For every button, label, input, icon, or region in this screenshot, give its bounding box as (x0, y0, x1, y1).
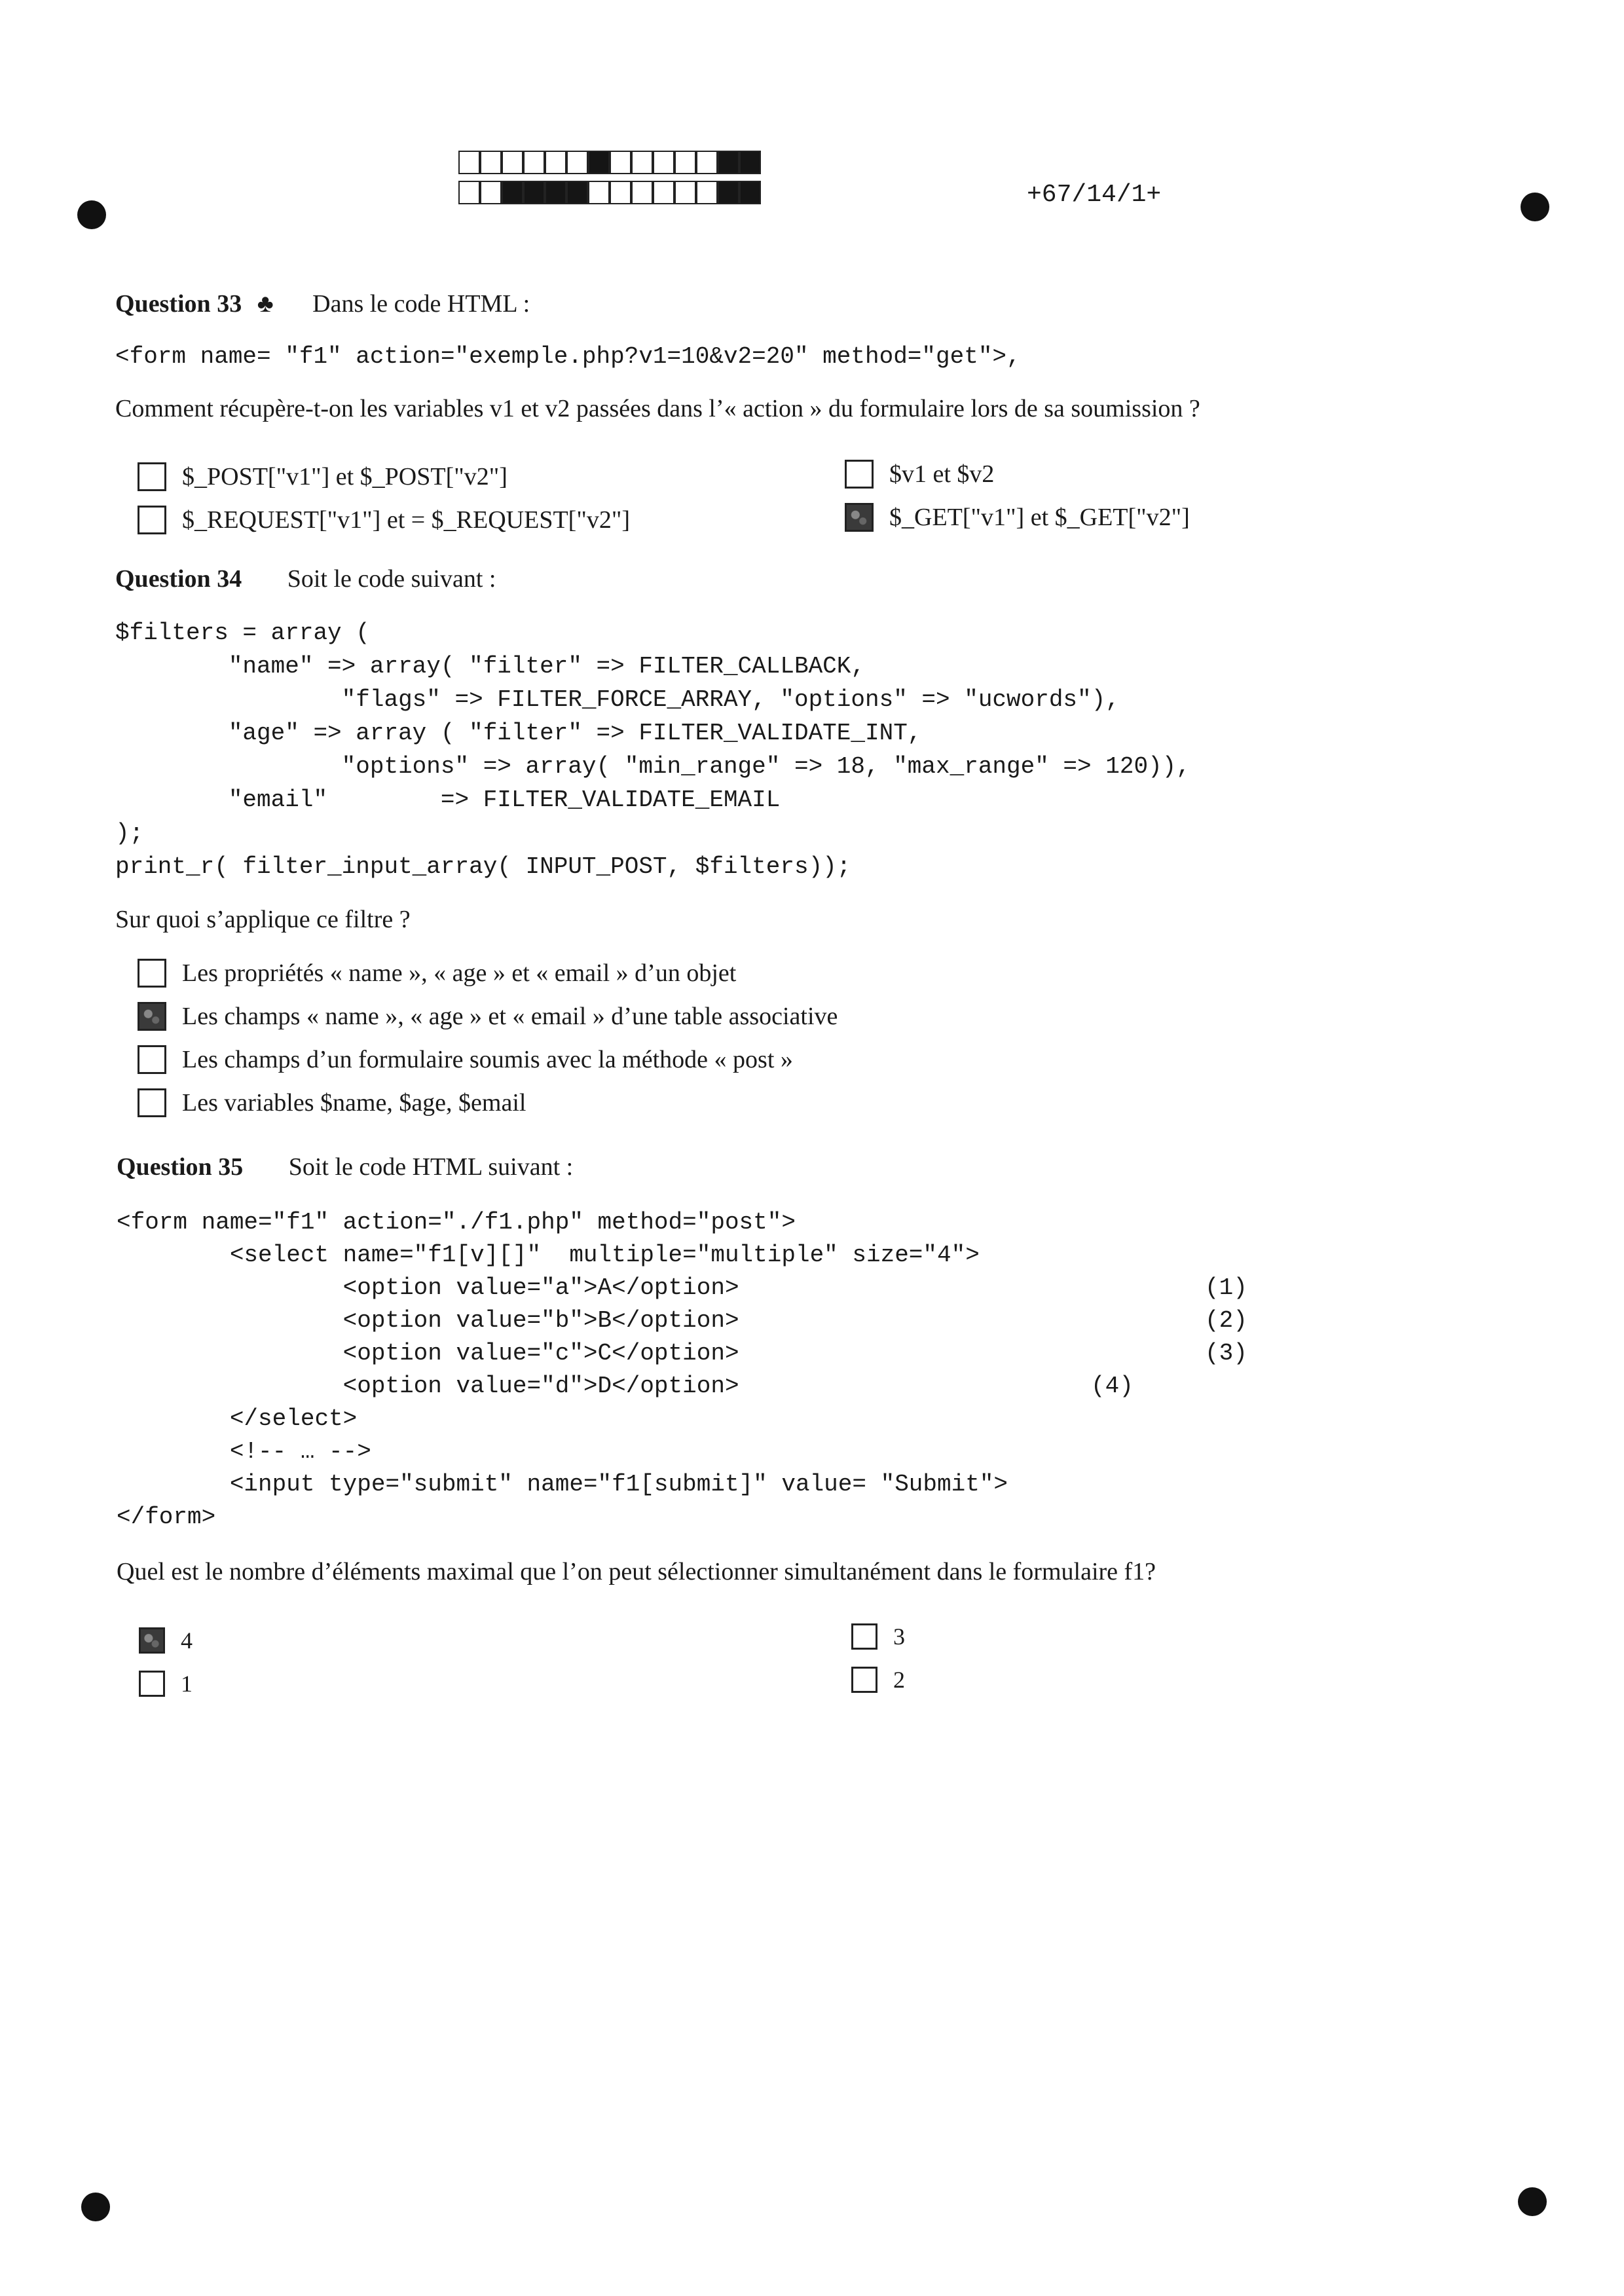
q34-label: Question 34 (115, 565, 242, 593)
answer-checkbox[interactable] (138, 959, 166, 988)
answer-checkbox[interactable] (138, 462, 166, 491)
barcode-cell (458, 151, 480, 174)
barcode-cell (545, 151, 566, 174)
club-icon: ♣ (257, 290, 274, 318)
code-line: <option value="b">B</option> (117, 1307, 739, 1334)
barcode-cell (588, 151, 610, 174)
q35-prompt: Quel est le nombre d’éléments maximal que l’on peut sélectionner simultanément dans le formulaire f1? (117, 1558, 1156, 1585)
barcode-cell (718, 181, 739, 204)
barcode-cell (480, 181, 502, 204)
q35-answer-1[interactable] (139, 1627, 193, 1654)
answer-checkbox[interactable] (851, 1623, 877, 1650)
answer-label: 4 (181, 1627, 193, 1654)
registration-mark-bottom-right (1518, 2187, 1547, 2216)
code-line: print_r( filter_input_array( INPUT_POST, $filters)); (115, 853, 851, 880)
q34-answer-1[interactable] (138, 959, 736, 988)
answer-checkbox[interactable] (851, 1667, 877, 1693)
answer-checkbox-checked[interactable] (845, 503, 874, 532)
code-line: <option value="c">C</option> (117, 1340, 739, 1367)
q35-intro: Soit le code HTML suivant : (288, 1153, 574, 1181)
barcode-cell (696, 151, 718, 174)
code-line: "name" => array( "filter" => FILTER_CALLBACK, (115, 653, 865, 680)
q34-answer-4[interactable] (138, 1088, 526, 1117)
barcode-cell (653, 151, 674, 174)
barcode-cell (523, 151, 545, 174)
code-line: "options" => array( "min_range" => 18, "max_range" => 120)), (115, 753, 1190, 780)
barcode-cell (588, 181, 610, 204)
q34-answer-2[interactable] (138, 1002, 838, 1031)
answer-label: Les champs « name », « age » et « email » d’une table associative (182, 1003, 838, 1030)
marker-1: (1) (1205, 1274, 1247, 1301)
q34-prompt: Sur quoi s’applique ce filtre ? (115, 906, 411, 933)
q33-intro: Dans le code HTML : (312, 290, 530, 318)
barcode-cell (718, 151, 739, 174)
answer-label: 1 (181, 1671, 193, 1697)
code-line: <input type="submit" name="f1[submit]" value= "Submit"> (117, 1471, 1008, 1498)
code-line: "age" => array ( "filter" => FILTER_VALIDATE_INT, (115, 720, 922, 747)
q34-code-block (115, 620, 1190, 887)
barcode-row-2 (458, 181, 761, 207)
barcode-cell (631, 181, 653, 204)
barcode-cell (631, 151, 653, 174)
q33-answer-4[interactable] (845, 503, 1190, 532)
barcode-cell (458, 181, 480, 204)
answer-label: Les variables $name, $age, $email (182, 1089, 526, 1117)
code-line: $filters = array ( (115, 620, 370, 646)
barcode-cell (502, 181, 523, 204)
barcode-cell (674, 181, 696, 204)
answer-label: $_REQUEST["v1"] et = $_REQUEST["v2"] (182, 506, 631, 534)
q35-answer-3[interactable] (851, 1623, 905, 1650)
marker-4: (4) (1091, 1373, 1134, 1399)
code-line: <option value="d">D</option> (117, 1373, 739, 1399)
answer-label: $v1 et $v2 (889, 460, 995, 488)
barcode-cell (502, 151, 523, 174)
code-line: </form> (117, 1504, 216, 1530)
barcode-cell (480, 151, 502, 174)
answer-checkbox-checked[interactable] (139, 1627, 165, 1654)
barcode-cell (739, 151, 761, 174)
answer-label: 3 (893, 1623, 905, 1650)
q34-title (115, 565, 496, 593)
q35-answer-4[interactable] (851, 1666, 905, 1694)
code-line: "email" => FILTER_VALIDATE_EMAIL (115, 787, 781, 813)
q35-code-block (117, 1209, 1008, 1536)
barcode-cell (674, 151, 696, 174)
q33-code: <form name= "f1" action="exemple.php?v1=10&v2=20" method="get">, (115, 343, 1021, 370)
marker-3: (3) (1205, 1340, 1247, 1367)
q33-answer-1[interactable] (138, 462, 507, 491)
answer-label: 2 (893, 1667, 905, 1693)
barcode-cell (610, 151, 631, 174)
q35-label: Question 35 (117, 1153, 244, 1181)
answer-label: Les propriétés « name », « age » et « email » d’un objet (182, 959, 737, 987)
registration-mark-top-left (77, 200, 106, 229)
registration-mark-bottom-left (81, 2193, 110, 2221)
q35-answer-2[interactable] (139, 1670, 193, 1697)
code-line: <form name="f1" action="./f1.php" method="post"> (117, 1209, 796, 1236)
answer-checkbox[interactable] (138, 506, 166, 534)
answer-checkbox[interactable] (139, 1671, 165, 1697)
code-line: ); (115, 820, 144, 847)
barcode-cell (739, 181, 761, 204)
barcode-cell (696, 181, 718, 204)
answer-label: $_GET["v1"] et $_GET["v2"] (889, 504, 1190, 531)
barcode-cell (610, 181, 631, 204)
answer-checkbox[interactable] (138, 1088, 166, 1117)
q33-title (115, 289, 530, 318)
q33-answer-2[interactable] (138, 506, 630, 534)
q34-answer-3[interactable] (138, 1045, 793, 1074)
barcode-cell (653, 181, 674, 204)
barcode-cell (545, 181, 566, 204)
q33-label: Question 33 (115, 290, 242, 318)
code-line: <!-- … --> (117, 1438, 371, 1465)
code-line: "flags" => FILTER_FORCE_ARRAY, "options" => "ucwords"), (115, 686, 1120, 713)
barcode-cell (566, 151, 588, 174)
barcode-cell (523, 181, 545, 204)
barcode-row-1 (458, 151, 761, 177)
registration-mark-top-right (1521, 193, 1549, 221)
answer-checkbox[interactable] (138, 1045, 166, 1074)
code-line: <select name="f1[v][]" multiple="multiple" size="4"> (117, 1242, 980, 1268)
q33-prompt: Comment récupère-t-on les variables v1 et v2 passées dans l’« action » du formulaire lors de sa soumission ? (115, 395, 1200, 422)
q34-intro: Soit le code suivant : (287, 565, 496, 593)
answer-checkbox-checked[interactable] (138, 1002, 166, 1031)
code-line: </select> (117, 1405, 358, 1432)
page-id: +67/14/1+ (1027, 181, 1162, 209)
answer-checkbox[interactable] (845, 460, 874, 489)
answer-label: Les champs d’un formulaire soumis avec la méthode « post » (182, 1046, 793, 1073)
answer-label: $_POST["v1"] et $_POST["v2"] (182, 463, 507, 491)
code-line: <option value="a">A</option> (117, 1274, 739, 1301)
q35-title (117, 1153, 573, 1181)
q33-answer-3[interactable] (845, 460, 994, 489)
marker-2: (2) (1205, 1307, 1247, 1334)
barcode-cell (566, 181, 588, 204)
